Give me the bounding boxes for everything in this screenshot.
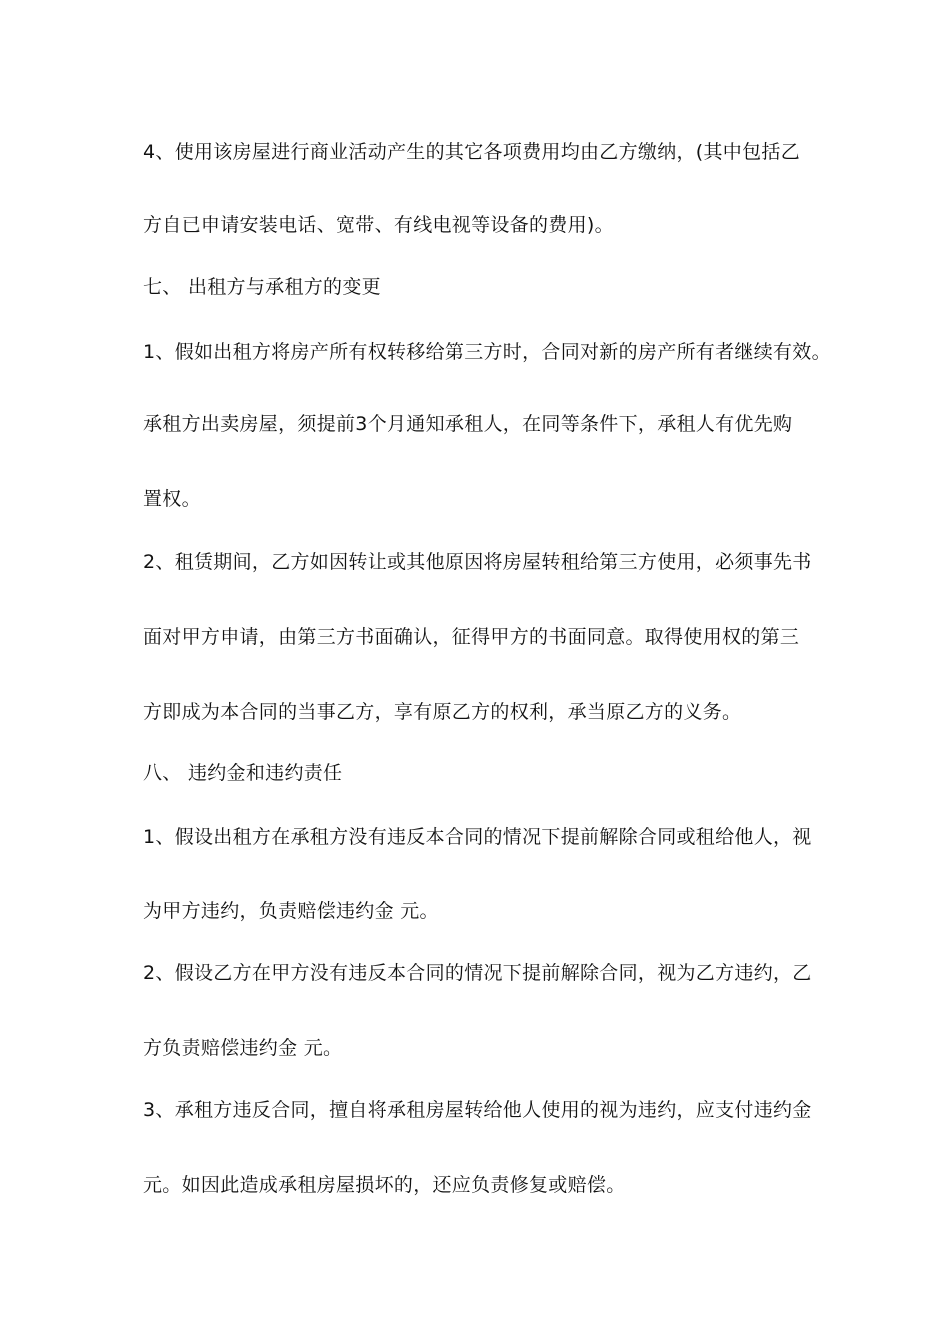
paragraph-line: 方即成为本合同的当事乙方，享有原乙方的权利，承当原乙方的义务。 [143, 701, 742, 723]
paragraph-line: 置权。 [143, 488, 201, 510]
paragraph-line: 为甲方违约，负责赔偿违约金 元。 [143, 900, 439, 922]
paragraph-line: 方负责赔偿违约金 元。 [143, 1037, 343, 1059]
paragraph-line: 1、假如出租方将房产所有权转移给第三方时，合同对新的房产所有者继续有效。 [143, 341, 831, 363]
paragraph-line: 1、假设出租方在承租方没有违反本合同的情况下提前解除合同或租给他人，视 [143, 826, 812, 848]
paragraph-line: 元。如因此造成承租房屋损坏的，还应负责修复或赔偿。 [143, 1174, 626, 1196]
section-heading: 七、 出租方与承租方的变更 [143, 276, 381, 298]
paragraph-line: 2、假设乙方在甲方没有违反本合同的情况下提前解除合同，视为乙方违约，乙 [143, 962, 812, 984]
paragraph-line: 承租方出卖房屋，须提前3个月通知承租人，在同等条件下，承租人有优先购 [143, 413, 793, 435]
paragraph-line: 方自已申请安装电话、宽带、有线电视等设备的费用)。 [143, 214, 614, 236]
paragraph-line: 面对甲方申请，由第三方书面确认，征得甲方的书面同意。取得使用权的第三 [143, 626, 800, 648]
paragraph-line: 2、租赁期间，乙方如因转让或其他原因将房屋转租给第三方使用，必须事先书 [143, 551, 812, 573]
paragraph-line: 4、使用该房屋进行商业活动产生的其它各项费用均由乙方缴纳，(其中包括乙 [143, 141, 801, 163]
paragraph-line: 3、承租方违反合同，擅自将承租房屋转给他人使用的视为违约，应支付违约金 [143, 1099, 812, 1121]
section-heading: 八、 违约金和违约责任 [143, 762, 343, 784]
